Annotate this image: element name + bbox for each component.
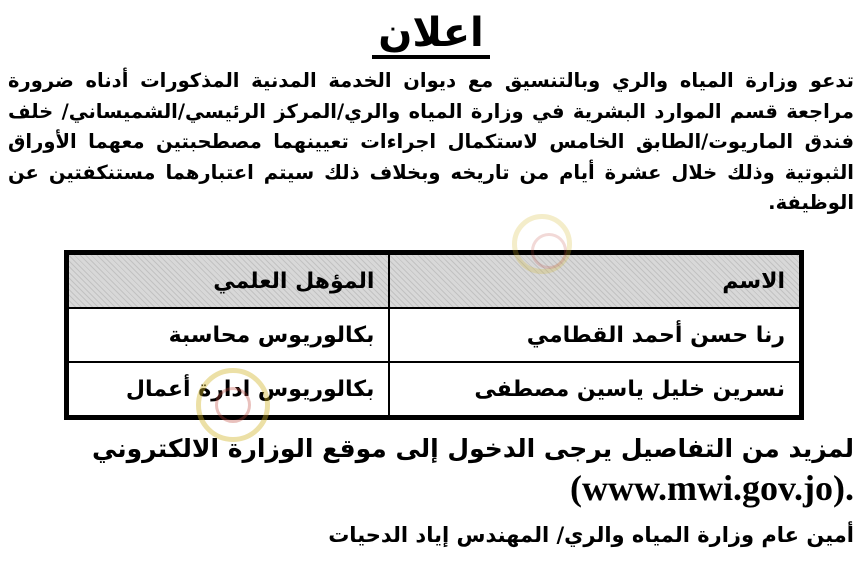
- announcement-title-text: اعلان: [372, 11, 490, 59]
- table-row: [68, 308, 800, 362]
- candidates-table: [64, 250, 804, 420]
- header-name: الاسم: [389, 254, 800, 308]
- announcement-body: تدعو وزارة المياه والري وبالتنسيق مع ديوان الخدمة المدنية المذكورات أدناه ضرورة مراجعة قسم الموارد البشرية في وزارة المياه والري/المركز الرئيسي/الشميساني/ خلف فندق الماريوت/الطابق الخامس لاستكمال اجراءات تعيينهما مصطحبتين معهما الأوراق الثبوتية وذلك خلال عشرة أيام من تاريخه وبخلاف ذلك سيتم اعتبارهما مستنكفتين عن الوظيفة.: [8, 69, 854, 214]
- website-link[interactable]: (www.mwi.gov.jo).: [570, 468, 854, 508]
- row-2-name: نسرين خليل ياسين مصطفى: [389, 362, 800, 416]
- row-1-name: رنا حسن أحمد القطامي: [389, 308, 800, 362]
- row-2-qualification: بكالوريوس ادارة أعمال: [68, 362, 389, 416]
- table-header-row: [68, 254, 800, 308]
- seal-stamp-icon: [196, 368, 270, 442]
- details-text: لمزيد من التفاصيل يرجى الدخول إلى موقع الوزارة الالكتروني: [91, 434, 854, 463]
- header-qualification: المؤهل العلمي: [68, 254, 389, 308]
- row-1-qualification: بكالوريوس محاسبة: [68, 308, 389, 362]
- seal-watermark-icon: [512, 214, 572, 274]
- announcement-title: [0, 8, 862, 59]
- table-row: [68, 362, 800, 416]
- website-line: [8, 466, 854, 510]
- signature-line: أمين عام وزارة المياه والري/ المهندس إياد الدحيات: [328, 523, 854, 547]
